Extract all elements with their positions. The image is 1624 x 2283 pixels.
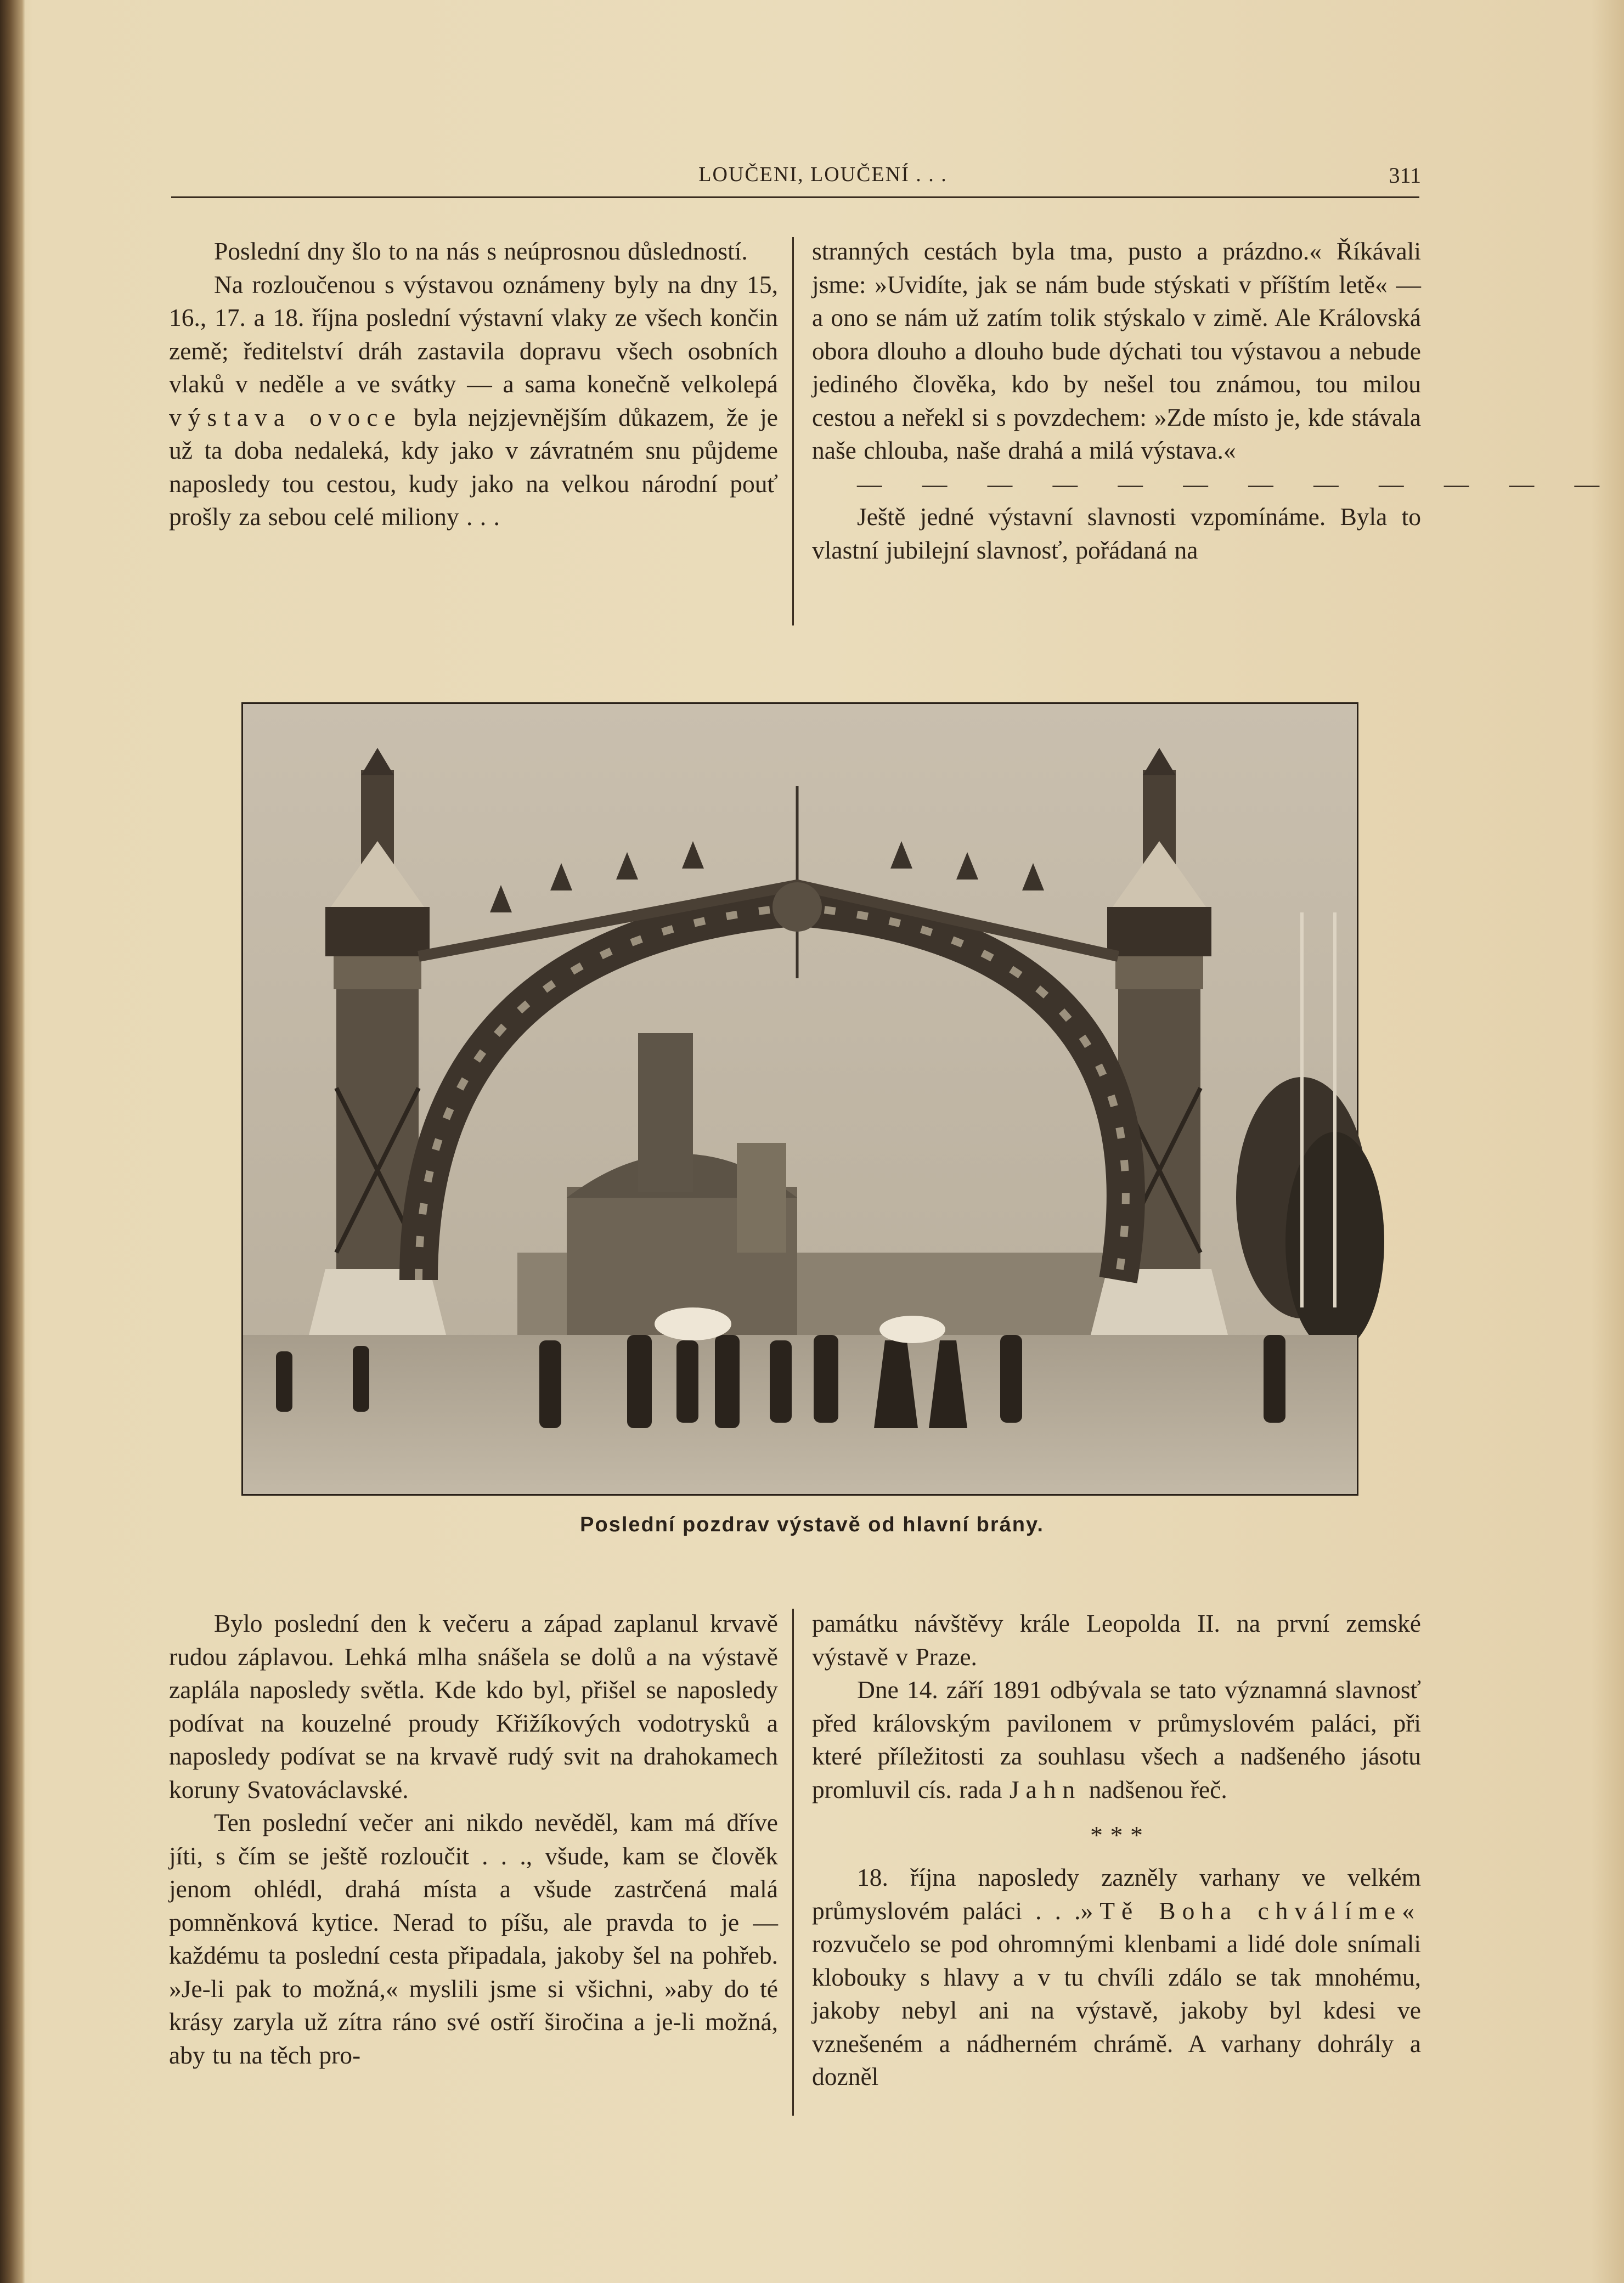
column-bottom-right <box>812 1607 1421 2094</box>
paragraph: Bylo poslední den k večeru a západ zaplanul krvavě rudou záplavou. Lehká mlha snášela se dolů a na výstavě zaplála naposledy světla. Kde kdo byl, přišel se naposledy podívat na kouzelné proudy Křižíkových vodotrysků a naposledy podívat se na krvavě rudý svit na drahokamech koruny Svatováclavské. <box>169 1609 778 1803</box>
figure-caption: Poslední pozdrav výstavě od hlavní brány. <box>580 1513 1044 1536</box>
spaced-emphasis: výstava ovoce <box>169 403 402 431</box>
text-run: 18. října naposledy zazněly varhany ve velkém průmyslovém paláci . . . <box>812 1863 1421 1925</box>
header-rule <box>171 196 1419 198</box>
text-run: rozvučelo se pod ohromnými klenbami a lidé dole snímali klobouky s hlavy a v tu chvíli zdálo se tak mnohému, jakoby nebyl ani na výstavě, jakoby byl kdesi ve vznešeném a nádherném chrámě. A varhany dohrály a dozněl <box>812 1930 1421 2090</box>
text-run: byla nejzjevnějším důkazem, že je už ta doba nedaleká, kdy jako v závratném snu půjdeme naposledy tou cestou, kudy jako na velkou národní pouť prošly za sebou celé miliony . . . <box>169 403 779 531</box>
page-number: 311 <box>1389 163 1421 188</box>
paragraph: Poslední dny šlo to na nás s neúprosnou důsledností. <box>214 237 748 265</box>
running-title: LOUČENI, LOUČENÍ . . . <box>698 163 948 186</box>
spaced-emphasis: »Tě Boha chválíme« <box>1080 1896 1421 1925</box>
book-spine <box>0 0 25 2283</box>
text-run: nadšenou řeč. <box>1089 1775 1227 1803</box>
column-bottom-left <box>169 1607 778 2072</box>
paragraph <box>812 1673 1421 1806</box>
column-top-right <box>812 235 1616 567</box>
paragraph: Ten poslední večer ani nikdo nevěděl, kam má dříve jíti, s čím se ještě rozloučit . . ., všude, kam se člověk jenom ohlédl, drahá místa a všude zastrčená malá pomněnková kytice. Nerad to píšu, ale pravda to je — každému ta poslední cesta připadala, jakoby šel na pohřeb. »Je-li pak to možná,« myslili jsme si všichni, »aby do té krásy zaryla už zítra ráno své ostří širočina a je-li možná, aby tu na těch pro- <box>169 1808 778 2069</box>
paragraph: památku návštěvy krále Leopolda II. na první zemské výstavě v Praze. <box>812 1609 1421 1671</box>
text-run: Na rozloučenou s výstavou oznámeny byly na dny 15, 16., 17. a 18. října poslední výstavní vlaky ze všech končin země; ředitelství dráh zastavila dopravu všech osobních vlaků v neděle a ve svátky — a sama konečně velkolepá <box>169 270 778 398</box>
column-divider <box>792 1609 794 2116</box>
paragraph <box>169 268 778 534</box>
text-run: Dne 14. září 1891 odbývala se tato významná slavnosť před královským pavilonem v průmyslovém paláci, při které příležitosti za souhlasu všech a nadšeného jásotu promluvil cís. rada <box>812 1676 1421 1803</box>
asterisk-separator: * * * <box>1090 1821 1143 1849</box>
dash-separator: — — — — — — — — — — — — <box>857 469 1616 498</box>
paragraph <box>812 1861 1421 2094</box>
exhibition-gate-photo <box>241 702 1358 1496</box>
column-divider <box>792 237 794 625</box>
spaced-emphasis: Jahn <box>1009 1775 1082 1803</box>
paragraph: stranných cestách byla tma, pusto a prázdno.« Říkávali jsme: »Uvidíte, jak se nám bude stýskati v příštím letě« — a ono se nám už zatím tolik stýskalo v zimě. Ale Královská obora dlouho a dlouho bude dýchati tou výstavou a nebude jediného člověka, kdo by nešel tou známou, tou milou cestou a neřekl si s povzdechem: »Zde místo je, kde stávala naše chlouba, naše drahá a milá výstava.« <box>812 237 1421 464</box>
column-top-left <box>169 235 778 534</box>
paragraph: Ještě jedné výstavní slavnosti vzpomínáme. Byla to vlastní jubilejní slavnosť, pořádaná na <box>812 503 1421 564</box>
